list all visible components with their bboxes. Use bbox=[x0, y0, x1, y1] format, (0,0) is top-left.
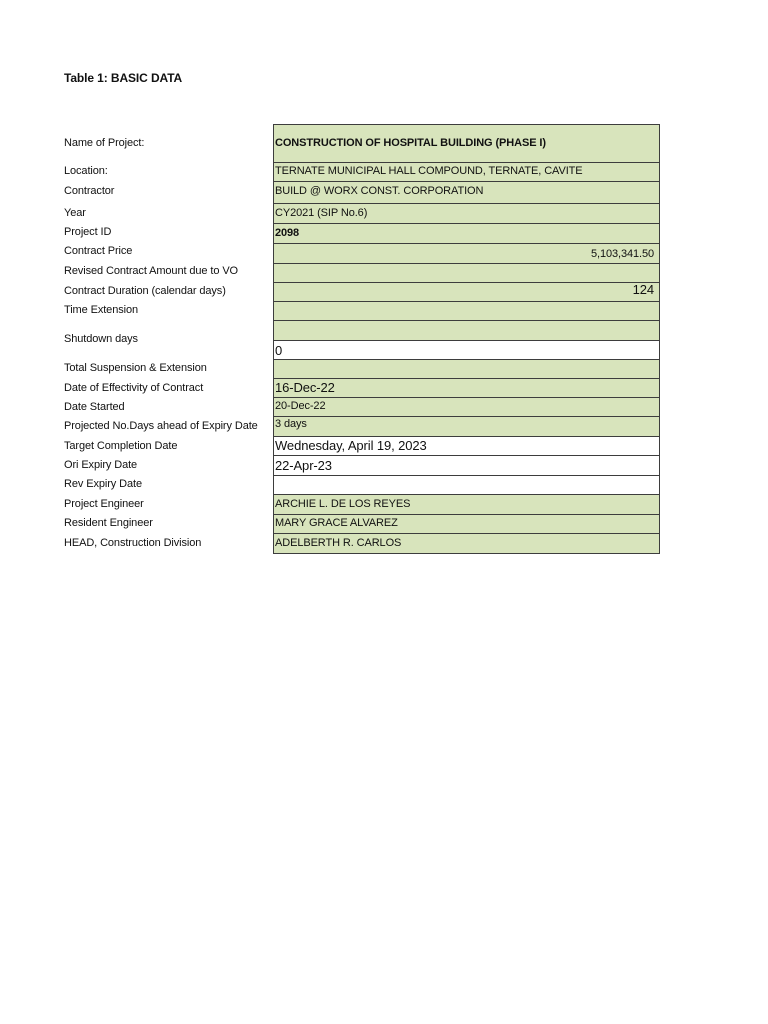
cell-text: ARCHIE L. DE LOS REYES bbox=[275, 498, 411, 510]
cell-text: 2098 bbox=[275, 227, 300, 239]
value-name-of-project[interactable] bbox=[273, 124, 660, 163]
value-target-completion-date[interactable] bbox=[273, 437, 660, 456]
value-project-engineer[interactable] bbox=[273, 495, 660, 515]
cell-text: MARY GRACE ALVAREZ bbox=[275, 517, 398, 529]
label-project-engineer: Project Engineer bbox=[64, 498, 144, 510]
value-total-suspension-extension[interactable] bbox=[273, 360, 660, 379]
label-time-extension: Time Extension bbox=[64, 304, 138, 316]
cell-text: 20-Dec-22 bbox=[275, 400, 326, 412]
label-location: Location: bbox=[64, 165, 108, 177]
label-shutdown-days: Shutdown days bbox=[64, 333, 138, 345]
label-date-of-effectivity: Date of Effectivity of Contract bbox=[64, 382, 204, 394]
label-contractor: Contractor bbox=[64, 185, 115, 197]
label-ori-expiry-date: Ori Expiry Date bbox=[64, 459, 138, 471]
value-head-construction-division[interactable] bbox=[273, 534, 660, 554]
value-date-of-effectivity[interactable] bbox=[273, 379, 660, 398]
value-rev-expiry-date[interactable] bbox=[273, 476, 660, 495]
cell-text: 16-Dec-22 bbox=[275, 380, 335, 395]
value-revised-contract-amount[interactable] bbox=[273, 264, 660, 283]
label-name-of-project: Name of Project: bbox=[64, 137, 145, 149]
label-project-id: Project ID bbox=[64, 226, 112, 238]
label-contract-price: Contract Price bbox=[64, 245, 133, 257]
label-year: Year bbox=[64, 207, 86, 219]
label-contract-duration: Contract Duration (calendar days) bbox=[64, 285, 226, 297]
label-rev-expiry-date: Rev Expiry Date bbox=[64, 478, 142, 490]
value-location[interactable] bbox=[273, 163, 660, 182]
label-total-suspension-extension: Total Suspension & Extension bbox=[64, 362, 207, 374]
value-contract-duration[interactable] bbox=[273, 283, 660, 302]
value-time-extension[interactable] bbox=[273, 302, 660, 321]
cell-text: CY2021 (SIP No.6) bbox=[275, 207, 368, 219]
value-shutdown-days-count[interactable] bbox=[273, 341, 660, 360]
label-resident-engineer: Resident Engineer bbox=[64, 517, 153, 529]
value-shutdown-days[interactable] bbox=[273, 321, 660, 341]
value-resident-engineer[interactable] bbox=[273, 515, 660, 534]
value-year[interactable] bbox=[273, 204, 660, 224]
value-contract-price[interactable] bbox=[273, 244, 660, 264]
value-project-id[interactable] bbox=[273, 224, 660, 244]
cell-text: ADELBERTH R. CARLOS bbox=[275, 537, 402, 549]
label-projected-days-ahead: Projected No.Days ahead of Expiry Date bbox=[64, 420, 258, 432]
label-revised-contract-amount: Revised Contract Amount due to VO bbox=[64, 265, 239, 277]
cell-text: 5,103,341.50 bbox=[590, 248, 654, 260]
cell-text: BUILD @ WORX CONST. CORPORATION bbox=[275, 185, 484, 197]
cell-text: 124 bbox=[632, 283, 654, 297]
value-ori-expiry-date[interactable] bbox=[273, 456, 660, 476]
cell-text: CONSTRUCTION OF HOSPITAL BUILDING (PHASE I) bbox=[275, 137, 546, 149]
cell-text: 22-Apr-23 bbox=[275, 458, 332, 473]
cell-text: 0 bbox=[275, 343, 283, 358]
cell-text: 3 days bbox=[275, 418, 307, 430]
value-contractor[interactable] bbox=[273, 182, 660, 204]
cell-text: TERNATE MUNICIPAL HALL COMPOUND, TERNATE, CAVITE bbox=[275, 165, 583, 177]
value-projected-days-ahead[interactable] bbox=[273, 417, 660, 437]
label-head-construction-division: HEAD, Construction Division bbox=[64, 537, 202, 549]
label-date-started: Date Started bbox=[64, 401, 125, 413]
table-title: Table 1: BASIC DATA bbox=[64, 71, 183, 85]
value-date-started[interactable] bbox=[273, 398, 660, 417]
label-target-completion-date: Target Completion Date bbox=[64, 440, 178, 452]
cell-text: Wednesday, April 19, 2023 bbox=[275, 438, 427, 453]
